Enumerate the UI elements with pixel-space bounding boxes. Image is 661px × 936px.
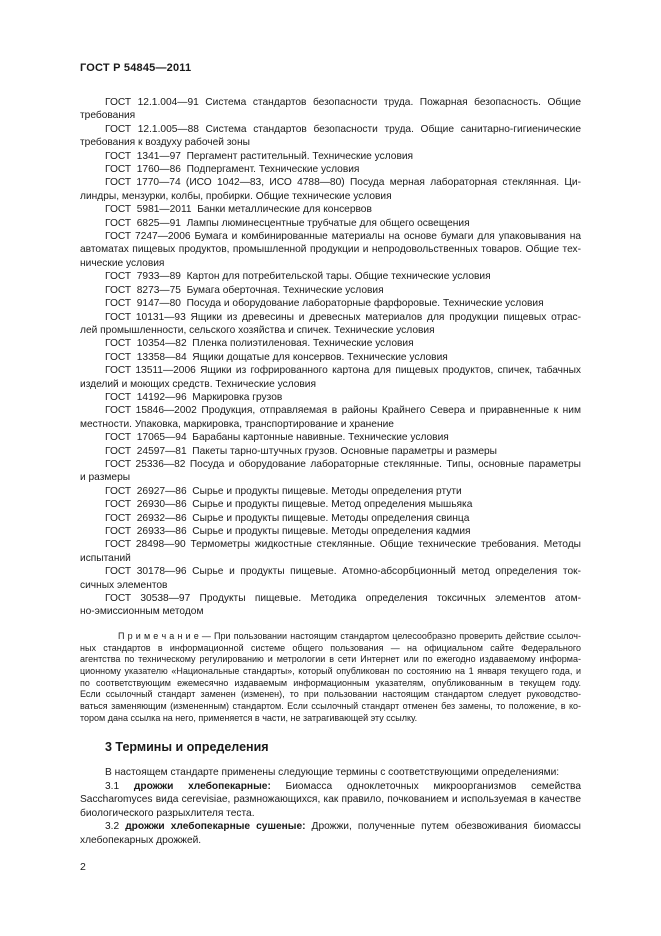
text-line: ГОСТ 26930—86 Сырье и продукты пищевые. Метод определения мышьяка bbox=[105, 499, 473, 511]
text-line: тором дана ссылка на него, применяется в части, не затрагивающей эту ссылку. bbox=[80, 712, 418, 723]
text-line: но-эмиссионным методом bbox=[80, 606, 204, 618]
text-line: ГОСТ 12.1.005—88 Система стандартов безопасности труда. Общие санитарно-гигиенические bbox=[105, 123, 581, 135]
term-text: 3.2 bbox=[105, 821, 126, 833]
text-line: П р и м е ч а н и е — При пользовании настоящим стандартом целесообразно проверить действие ссылоч- bbox=[118, 630, 581, 641]
text-line: ГОСТ 26933—86 Сырье и продукты пищевые. Методы определения кадмия bbox=[105, 526, 471, 537]
text-line: ГОСТ 13358—84 Ящики дощатые для консервов. Технические условия bbox=[105, 351, 448, 363]
text-line: В настоящем стандарте применены следующие термины с соответствующими определениями: bbox=[105, 767, 560, 779]
section-heading: 3 Термины и определения bbox=[105, 740, 269, 755]
text-line: ГОСТ 15846—2002 Продукция, отправляемая в районы Крайнего Севера и приравненные к ним bbox=[105, 405, 581, 417]
note-block bbox=[80, 631, 581, 725]
text-line: лей промышленности, сельского хозяйства и спичек. Технические условия bbox=[80, 324, 435, 336]
text-line: ГОСТ 14192—96 Маркировка грузов bbox=[105, 391, 283, 403]
text-line: требования bbox=[80, 110, 136, 122]
text-line bbox=[80, 780, 581, 793]
text-line: ваться заменяющим (измененным) стандартом. Если ссылочный стандарт отменен без замены, то положение, в ко- bbox=[80, 701, 581, 712]
text-line: изделий и моющих средств. Технические условия bbox=[80, 378, 317, 390]
text-line: и размеры bbox=[80, 472, 131, 484]
text-line: Saccharomyces вида cerevisiae, размножающихся, как правило, почкованием и используемая в качестве bbox=[80, 794, 581, 806]
text-line: ГОСТ 10131—93 Ящики из древесины и древесных материалов для продукции пищевых отрас- bbox=[105, 311, 581, 323]
text-line: по соответствующим ежемесячно издаваемым информационным указателям, опубликованным в текущем году. bbox=[80, 677, 581, 688]
text-line: ГОСТ 9147—80 Посуда и оборудование лабораторные фарфоровые. Технические условия bbox=[105, 298, 544, 310]
text-line: ГОСТ 30178—96 Сырье и продукты пищевые. Атомно-абсорбционный метод определения ток- bbox=[105, 566, 581, 578]
text-line: автоматах пищевых продуктов, промышленной продукции и непродовольственных товаров. Общие тех- bbox=[80, 244, 581, 256]
text-line: ГОСТ 26927—86 Сырье и продукты пищевые. Методы определения ртути bbox=[105, 485, 462, 497]
text-line: ционному указателю «Национальные стандарты», который опубликован по состоянию на 1 января текущего года, и bbox=[80, 665, 581, 676]
text-line: ГОСТ 5981—2011 Банки металлические для консервов bbox=[105, 204, 372, 216]
references-list bbox=[80, 96, 581, 619]
text-line: нические условия bbox=[80, 257, 165, 269]
text-line: ГОСТ 8273—75 Бумага оберточная. Технические условия bbox=[105, 284, 384, 296]
text-line: ных стандартов в информационной системе общего пользования — на официальном сайте Федерального bbox=[80, 642, 581, 653]
text-line: местности. Упаковка, маркировка, транспортирование и хранение bbox=[80, 418, 394, 430]
terms-section bbox=[80, 766, 581, 846]
text-line: агентства по техническому регулированию и метрологии в сети Интернет или по ежегодно издаваемому информа- bbox=[80, 654, 581, 665]
text-line: ГОСТ 1770—74 (ИСО 1042—83, ИСО 4788—80) Посуда мерная лабораторная стеклянная. Ци- bbox=[105, 177, 581, 189]
document-header: ГОСТ Р 54845—2011 bbox=[80, 62, 192, 74]
term-text: 3.1 bbox=[105, 780, 134, 792]
text-line: ГОСТ 26932—86 Сырье и продукты пищевые. Методы определения свинца bbox=[105, 512, 470, 524]
text-line: хлебопекарных дрожжей. bbox=[80, 834, 202, 846]
page-number: 2 bbox=[80, 860, 86, 873]
text-line: сичных элементов bbox=[80, 579, 168, 591]
text-line: ГОСТ 30538—97 Продукты пищевые. Методика определения токсичных элементов атом- bbox=[105, 593, 581, 605]
text-line: ГОСТ 7933—89 Картон для потребительской тары. Общие технические условия bbox=[105, 271, 491, 283]
term-name: дрожжи хлебопекарные: bbox=[133, 780, 271, 792]
text-line: ГОСТ 7247—2006 Бумага и комбинированные материалы на основе бумаги для упаковывания на bbox=[105, 231, 581, 243]
text-line: ГОСТ 28498—90 Термометры жидкостные стеклянные. Общие технические требования. Методы bbox=[105, 539, 581, 551]
text-line: ГОСТ 10354—82 Пленка полиэтиленовая. Технические условия bbox=[105, 338, 414, 350]
term-text: Дрожжи, полученные путем обезвоживания биомассы bbox=[305, 821, 581, 833]
text-line bbox=[80, 820, 581, 833]
text-line: Если ссылочный стандарт заменен (изменен), то при пользовании настоящим стандартом следует руководство- bbox=[80, 689, 581, 700]
text-line: ГОСТ 13511—2006 Ящики из гофрированного картона для пищевых продуктов, спичек, табачных bbox=[105, 365, 581, 377]
term-text: Биомасса одноклеточных микроорганизмов семейства bbox=[270, 780, 581, 792]
text-line: ГОСТ 1341—97 Пергамент растительный. Технические условия bbox=[105, 150, 414, 162]
text-line: ГОСТ 6825—91 Лампы люминесцентные трубчатые для общего освещения bbox=[105, 217, 470, 229]
text-line: ГОСТ 12.1.004—91 Система стандартов безопасности труда. Пожарная безопасность. Общие bbox=[105, 97, 581, 108]
text-line: биологического разрыхлителя теста. bbox=[80, 807, 255, 819]
text-line: ГОСТ 25336—82 Посуда и оборудование лабораторные стеклянные. Типы, основные параметры bbox=[105, 458, 581, 470]
text-line: ГОСТ 17065—94 Барабаны картонные навивные. Технические условия bbox=[105, 432, 449, 444]
text-line: требования к воздуху рабочей зоны bbox=[80, 137, 250, 149]
term-name: дрожжи хлебопекарные сушеные: bbox=[125, 821, 306, 833]
text-line: линдры, мензурки, колбы, пробирки. Общие технические условия bbox=[80, 190, 392, 202]
text-line: испытаний bbox=[80, 552, 131, 564]
text-line: ГОСТ 24597—81 Пакеты тарно-штучных грузов. Основные параметры и размеры bbox=[105, 445, 497, 457]
text-line: ГОСТ 1760—86 Подпергамент. Технические условия bbox=[105, 164, 360, 176]
